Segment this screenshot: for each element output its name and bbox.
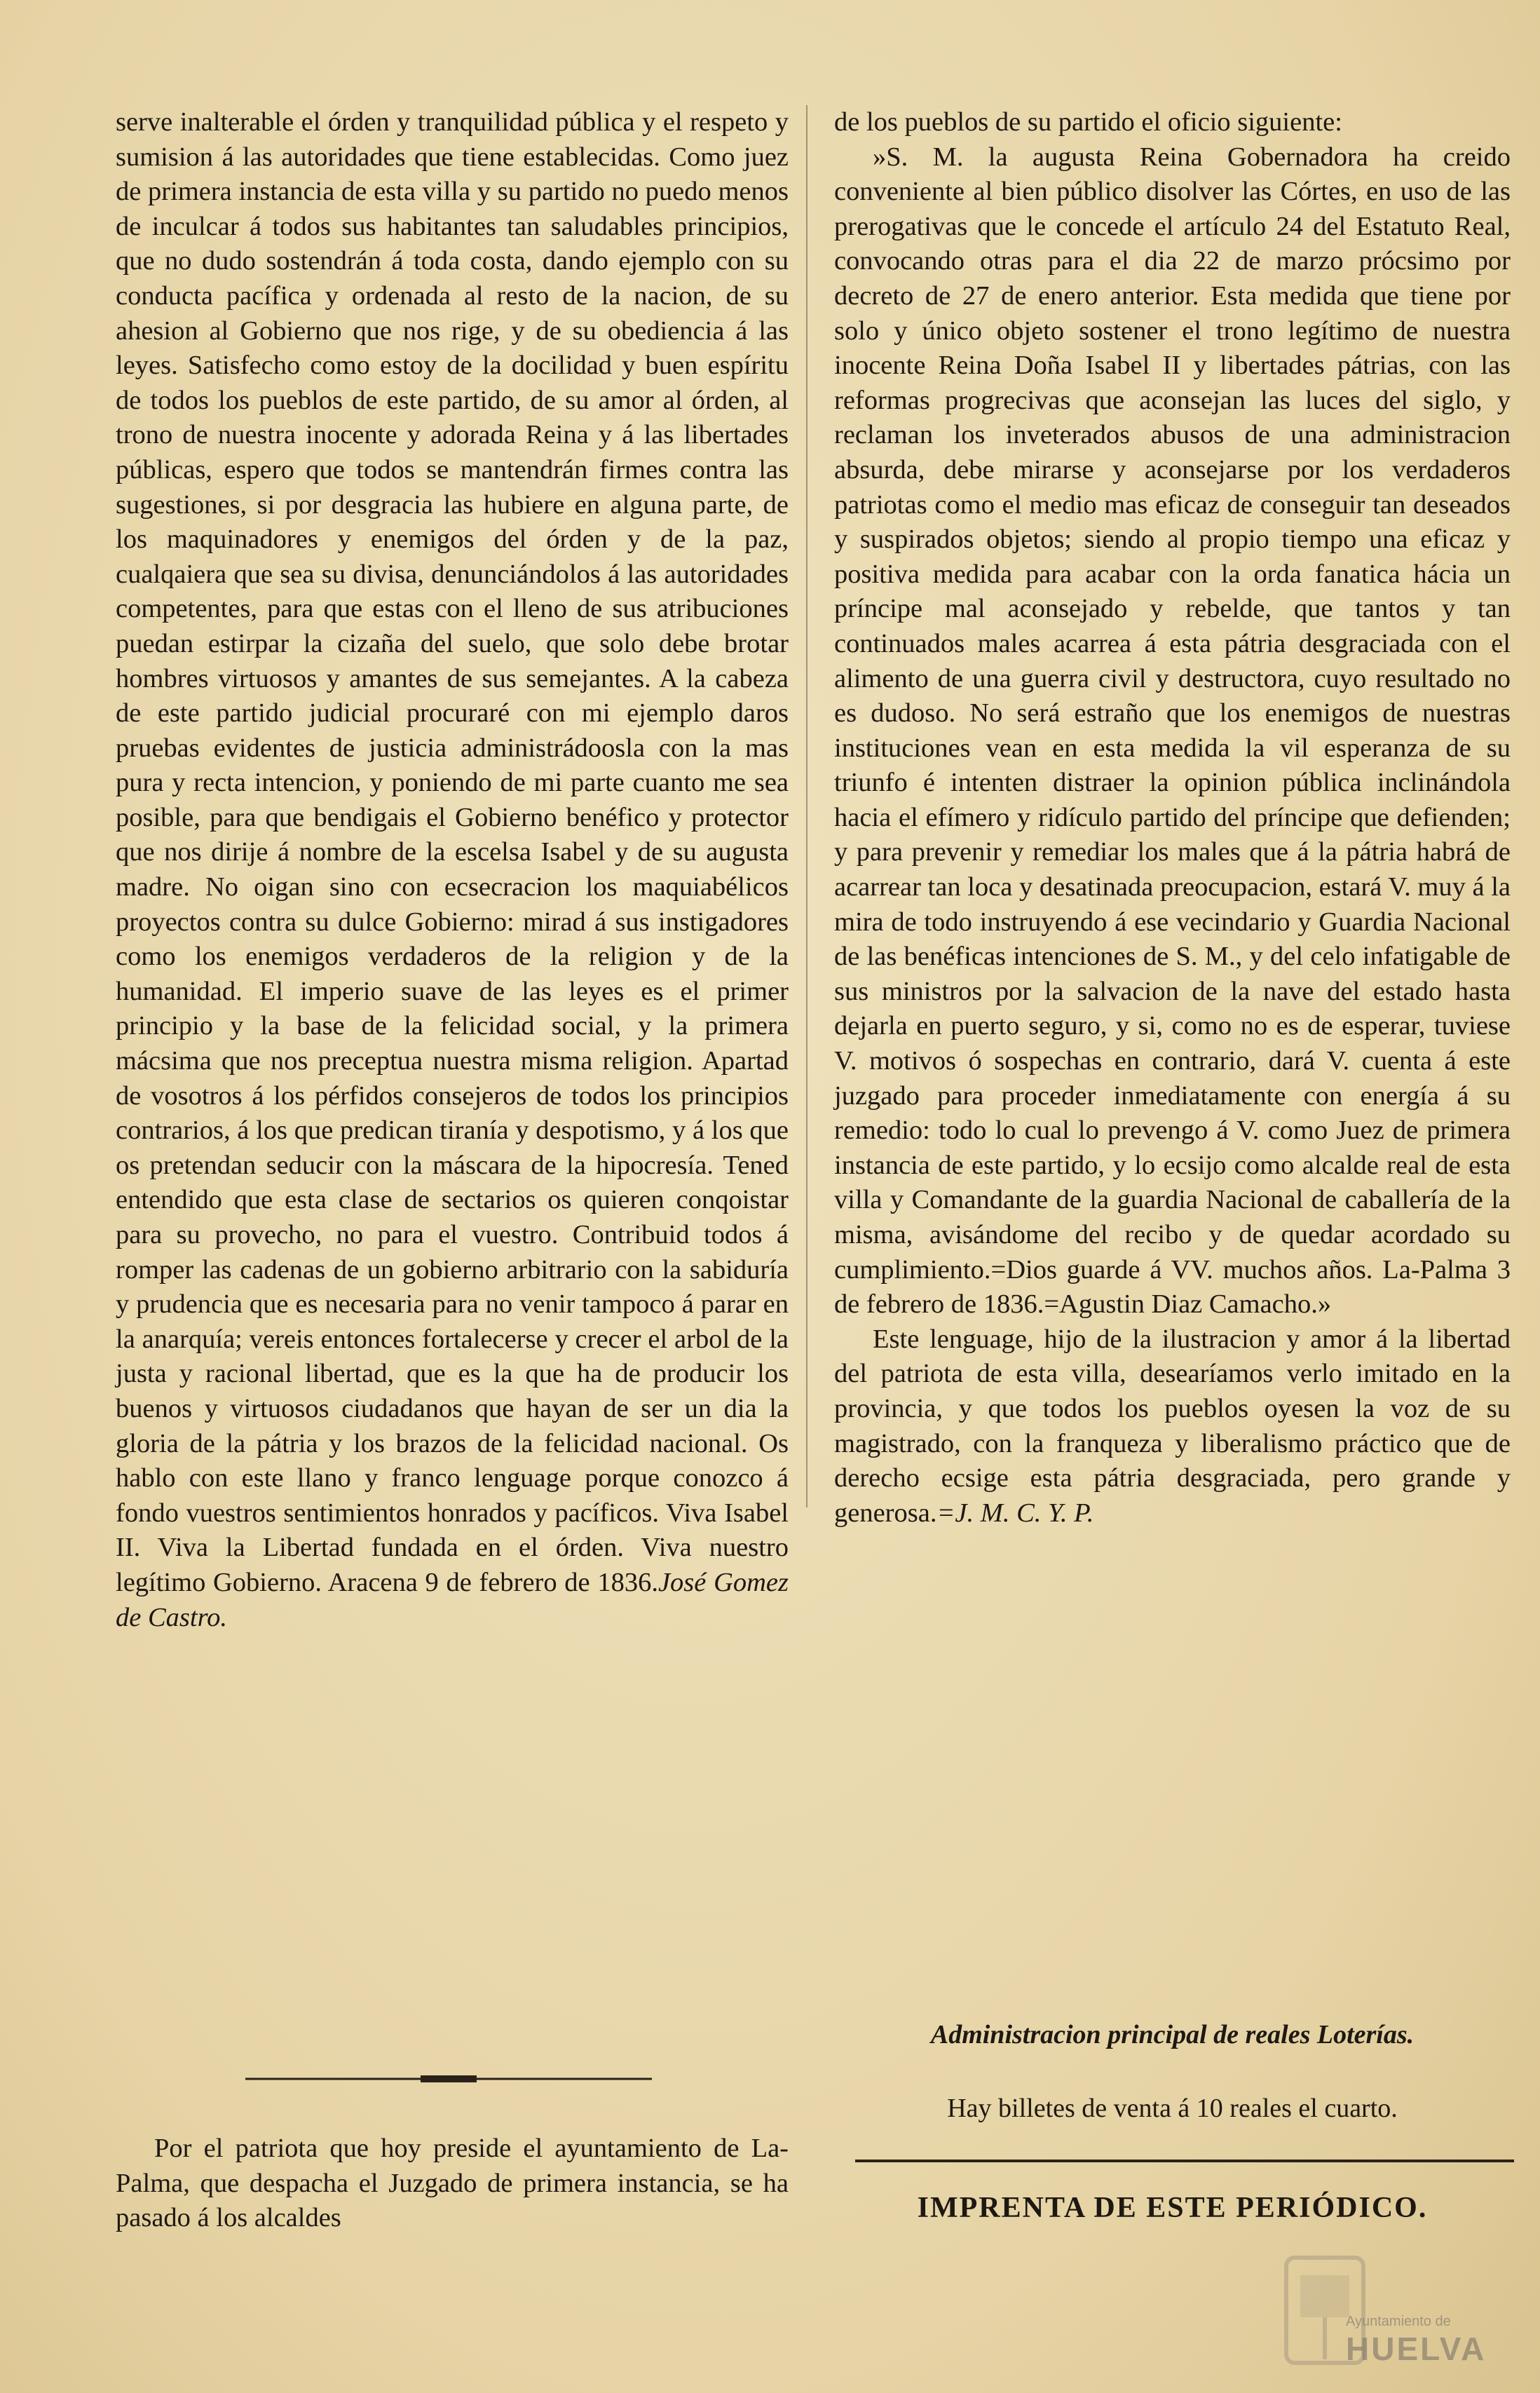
lottery-title: Administracion principal de reales Loterías. xyxy=(930,2020,1415,2049)
watermark-text xyxy=(1346,2314,1521,2368)
right-paragraph-3 xyxy=(834,1322,1511,1531)
right-column xyxy=(834,105,1511,1531)
left-column xyxy=(116,105,789,1635)
right-paragraph-1: de los pueblos de su partido el oficio siguiente: xyxy=(834,107,1342,137)
right-paragraph-3-text: Este lenguage, hijo de la ilustracion y amor á la libertad del patriota de esta villa, desearíamos verlo imitado en la provincia, y que todos los pueblos oyesen la voz de su magistrado, con la franqueza y liberalismo práctico que de derecho ecsige esta pátria desgraciada, pero grande y generosa. xyxy=(834,1324,1511,1528)
left-bottom-paragraph xyxy=(116,2131,789,2236)
watermark-big: HUELVA xyxy=(1346,2331,1487,2367)
left-paragraph-1-text: serve inalterable el órden y tranquilidad pública y el respeto y sumision á las autoridades que tiene establecidas. Como juez de primera instancia de esta villa y su partido no puedo menos de inculcar á todos sus habitantes tan saludables principios, que no dudo sostendrán á toda costa, dando ejemplo con su conducta pacífica y ordenada al resto de la nacion, de su ahesion al Gobierno que nos rige, y de su obediencia á las leyes. Satisfecho como estoy de la docilidad y buen espíritu de todos los pueblos de este partido, de su amor al órden, al trono de nuestra inocente y adorada Reina y á las libertades públicas, espero que todos se mantendrán firmes contra las sugestiones, si por desgracia las hubiere en alguna parte, de los maquinadores y enemigos del órden y de la paz, cualqaiera que sea su divisa, denunciándolos á las autoridades competentes, para que estas con el lleno de sus atribuciones puedan estirpar la cizaña del suelo, que solo debe brotar hombres virtuosos y amantes de sus semejantes. A la cabeza de este partido judicial procuraré con mi ejemplo daros pruebas evidentes de justicia administrádoosla con la mas pura y recta intencion, y poniendo de mi parte cuanto me sea posible, para que bendigais el Gobierno benéfico y protector que nos dirije á nombre de la escelsa Isabel y de su augusta madre. No oigan sino con ecsecracion los maquiabélicos proyectos contra su dulce Gobierno: mirad á sus instigadores como los enemigos verdaderos de la religion y de la humanidad. El imperio suave de las leyes es el primer principio y la base de la felicidad social, y la primera mácsima que nos preceptua nuestra misma religion. Apartad de vosotros á los pérfidos consejeros de todos los principios contrarios, á los que predican tiranía y despotismo, y á los que os pretendan seducir con la máscara de la hipocresía. Tened entendido que esta clase de sectarios os quieren conqoistar para su provecho, no para el vuestro. Contribuid todos á romper las cadenas de un gobierno arbitrario con la sabiduría y prudencia que es necesaria para no venir tampoco á parar en la anarquía; vereis entonces fortalecerse y crecer el arbol de la justa y racional libertad, que es la que ha de producir los buenos y virtuosos ciudadanos que hayan de ser un dia la gloria de la pátria y los brazos de la felicidad nacional. Os hablo con este llano y franco lenguage porque conozco á fondo vuestros sentimientos honrados y pacíficos. Viva Isabel II. Viva la Libertad fundada en el órden. Viva nuestro legítimo Gobierno. Aracena 9 de febrero de 1836. xyxy=(116,107,789,1597)
lottery-notice: Hay billetes de venta á 10 reales el cuarto. xyxy=(947,2094,1398,2123)
watermark-small: Ayuntamiento de xyxy=(1346,2314,1451,2329)
left-paragraph-2: Por el patriota que hoy preside el ayuntamiento de La-Palma, que despacha el Juzgado de primera instancia, se ha pasado á los alcaldes xyxy=(116,2134,789,2233)
ornamental-rule xyxy=(245,2072,652,2086)
column-divider xyxy=(806,105,808,1507)
horizontal-rule xyxy=(855,2160,1514,2162)
right-paragraph-2: »S. M. la augusta Reina Gobernadora ha creido conveniente al bien público disolver las Córtes, en uso de las prerogativas que le concede el artículo 24 del Estatuto Real, convocando otras para el dia 22 de marzo prócsimo por decreto de 27 de enero anterior. Esta medida que tiene por solo y único objeto sostener el trono legítimo de nuestra inocente Reina Doña Isabel II y libertades pátrias, con las reformas progrecivas que aconsejan las luces del siglo, y reclaman los inveterados abusos de una administracion absurda, debe mirarse y aconsejarse por los verdaderos patriotas como el medio mas eficaz de conseguir tan deseados y suspirados objetos; siendo al propio tiempo una eficaz y positiva medida para acabar con la orda fanatica hácia un príncipe mal aconsejado y rebelde, que tantos y tan continuados males acarrea á esta pátria desgraciada con el alimento de una guerra civil y destructora, cuyo resultado no es dudoso. No será estraño que los enemigos de nuestras instituciones vean en esta medida la vil esperanza de su triunfo é intenten distraer la opinion pública inclinándola hacia el efímero y ridículo partido del príncipe que defienden; y para prevenir y remediar los males que á la pátria habrá de acarrear tan loca y desatinada preocupacion, estará V. muy á la mira de todo instruyendo á ese vecindario y Guardia Nacional de las benéficas intenciones de S. M., y del celo infatigable de sus ministros por la salvacion de la nave del estado hasta dejarla en puerto seguro, y si, como no es de esperar, tuviese V. motivos ó sospechas en contrario, dará V. cuenta á este juzgado para proceder inmediatamente con energía á su remedio: todo lo cual lo prevengo á V. como Juez de primera instancia de este partido, y lo ecsijo como alcalde real de esta villa y Comandante de la guardia Nacional de caballería de la misma, avisándome del recibo y de quedar acordado su cumplimiento.=Dios guarde á VV. muchos años. La-Palma 3 de febrero de 1836.=Agustin Diaz Camacho.» xyxy=(834,142,1511,1320)
right-signature: =J. M. C. Y. P. xyxy=(936,1498,1094,1528)
left-signature: José Gomez de Castro. xyxy=(116,1567,789,1632)
left-paragraph-1 xyxy=(116,105,789,1635)
printer-imprint: IMPRENTA DE ESTE PERIÓDICO. xyxy=(917,2192,1428,2224)
